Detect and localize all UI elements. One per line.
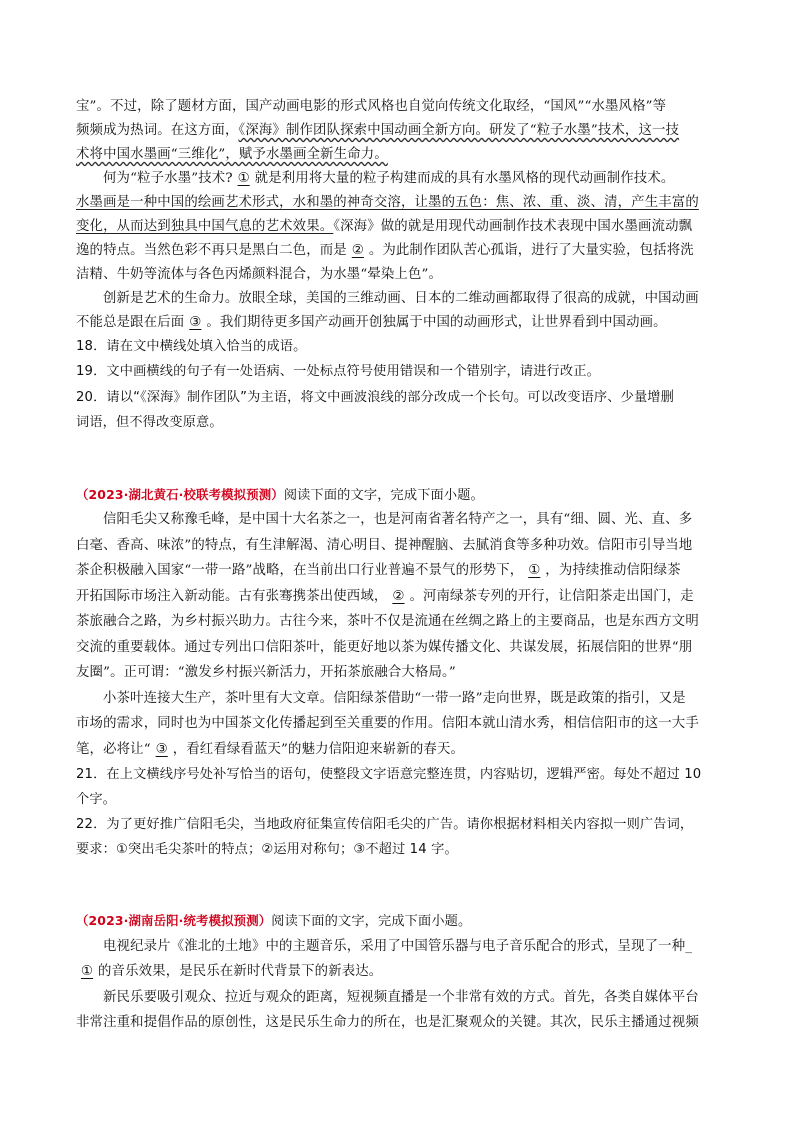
blank-3: ③	[189, 315, 202, 330]
passage-line: 逸的特点。当然色彩不再只是黑白二色，而是 ② 。为此制作团队苦心孤诣，进行了大量实验，包括将洗	[76, 243, 694, 258]
blank-3: ③	[155, 742, 168, 757]
passage-line	[76, 194, 736, 212]
passage-line: ① 的音乐效果，是民乐在新时代背景下的新表达。	[76, 963, 736, 981]
question-22-cont: 要求：①突出毛尖茶叶的特点；②运用对称句；③不超过 14 字。	[76, 842, 458, 857]
passage-line: 频频成为热词。在这方面，《深海》制作团队探索中国动画全新方向。研发了“粒子水墨”技术，这一技	[76, 123, 680, 138]
blank-1: ①	[80, 964, 94, 979]
wavy-underlined-text: 术将中国水墨画“三维化”，赋予水墨画全新生命力。	[76, 147, 388, 162]
passage-line: 茶旅融合之路，为乡村振兴助力。古往今来，茶叶不仅是流通在丝绸之路上的主要商品，也是东西方文明	[76, 614, 699, 629]
passage-line: 开拓国际市场注入新动能。古有张骞携茶出使西域， ② 。河南绿茶专列的开行，让信阳茶走出国门，走	[76, 589, 694, 604]
passage-line: 何为“粒子水墨”技术? ① 就是利用将大量的粒子构建而成的具有水墨风格的现代动画制作技术。	[103, 171, 675, 186]
passage-line: 宝”。不过，除了题材方面，国产动画电影的形式风格也自觉向传统文化取经，“国风”“水墨风格”等	[76, 99, 667, 114]
passage-line: 笔，必将让“ ③ ，看红看绿看蓝天”的魅力信阳迎来崭新的春天。	[76, 742, 465, 757]
passage-line: 洁精、牛奶等流体与各色丙烯颜料混合，为水墨“晕染上色”。	[76, 267, 443, 282]
passage-line	[76, 146, 736, 164]
question-22: 22．为了更好推广信阳毛尖，当地政府征集宣传信阳毛尖的广告。请你根据材料相关内容拟一则广告词，	[76, 817, 694, 832]
blank-2: ②	[392, 589, 405, 604]
passage-line: 创新是艺术的生命力。放眼全球，美国的三维动画、日本的二维动画都取得了很高的成就，中国动画	[103, 291, 699, 306]
passage-line: 茶企积极融入国家“一带一路”战略，在当前出口行业普遍不景气的形势下， ① ，为持续推动信阳绿茶	[76, 563, 681, 578]
question-21: 21．在上文横线序号处补写恰当的语句，使整段文字语意完整连贯，内容贴切，逻辑严密。每处不超过 10	[76, 767, 702, 782]
question-20-cont: 词语，但不得改变原意。	[76, 415, 223, 430]
passage-line: 信阳毛尖又称豫毛峰，是中国十大名茶之一，也是河南省著名特产之一，具有“细、圆、光、直、多	[103, 512, 693, 527]
blank-2: ②	[351, 243, 364, 258]
question-18: 18．请在文中横线处填入恰当的成语。	[76, 339, 307, 354]
question-19: 19．文中画横线的句子有一处语病、一处标点符号使用错误和一个错别字，请进行改正。	[76, 364, 600, 379]
blank-1: ①	[237, 171, 250, 186]
question-21-cont: 个字。	[76, 792, 117, 807]
passage-line: 变化，从而达到独具中国气息的艺术效果。《深海》做的就是用现代动画制作技术表现中国水墨画流动飘	[76, 219, 693, 234]
underlined-sentence: 变化，从而达到独具中国气息的艺术效果。	[76, 219, 334, 234]
passage-line: 小茶叶连接大生产，茶叶里有大文章。信阳绿茶借助“一带一路”走向世界，既是政策的指引，又是	[103, 691, 686, 706]
question-20: 20．请以“《深海》制作团队”为主语，将文中画波浪线的部分改成一个长句。可以改变语序、少量增删	[76, 390, 674, 405]
passage-line: 不能总是跟在后面 ③ 。我们期待更多国产动画开创独属于中国的动画形式，让世界看到中国动画。	[76, 315, 667, 330]
passage-line: 市场的需求，同时也为中国茶文化传播起到至关重要的作用。信阳本就山清水秀，相信信阳市的这一大手	[76, 716, 699, 731]
blank-1: ①	[528, 563, 541, 578]
passage-line: 友圈”。正可谓：“激发乡村振兴新活力，开拓茶旅融合大格局。”	[76, 665, 456, 680]
source-tag: （2023·湖南岳阳·统考模拟预测）	[76, 913, 272, 928]
section-header: （2023·湖北黄石·校联考模拟预测）阅读下面的文字，完成下面小题。	[76, 487, 484, 503]
underlined-sentence: 水墨画是一种中国的绘画艺术形式，水和墨的神奇交溶，让墨的五色：焦、浓、重、淡、清，产生丰富的	[76, 195, 699, 210]
passage-line: 交流的重要载体。通过专列出口信阳茶叶，能更好地以茶为媒传播文化、共谋发展，拓展信阳的世界“朋	[76, 640, 693, 655]
section-header: （2023·湖南岳阳·统考模拟预测）阅读下面的文字，完成下面小题。	[76, 913, 472, 929]
passage-line: 非常注重和提倡作品的原创性，这是民乐生命力的所在，也是汇聚观众的关键。其次，民乐主播通过视频	[76, 1015, 699, 1030]
passage-line: 电视纪录片《淮北的土地》中的主题音乐，采用了中国管乐器与电子音乐配合的形式，呈现了一种_	[103, 939, 693, 954]
wavy-underlined-text: 《深海》制作团队探索中国动画全新方向。研发了“粒子水墨”技术，这一技	[238, 123, 680, 138]
source-tag: （2023·湖北黄石·校联考模拟预测）	[76, 487, 284, 502]
passage-line: 新民乐要吸引观众、拉近与观众的距离，短视频直播是一个非常有效的方式。首先，各类自媒体平台	[103, 990, 699, 1005]
passage-line: 白毫、香高、味浓”的特点，有生津解渴、清心明目、提神醒脑、去腻消食等多种功效。信阳市引导当地	[76, 538, 693, 553]
